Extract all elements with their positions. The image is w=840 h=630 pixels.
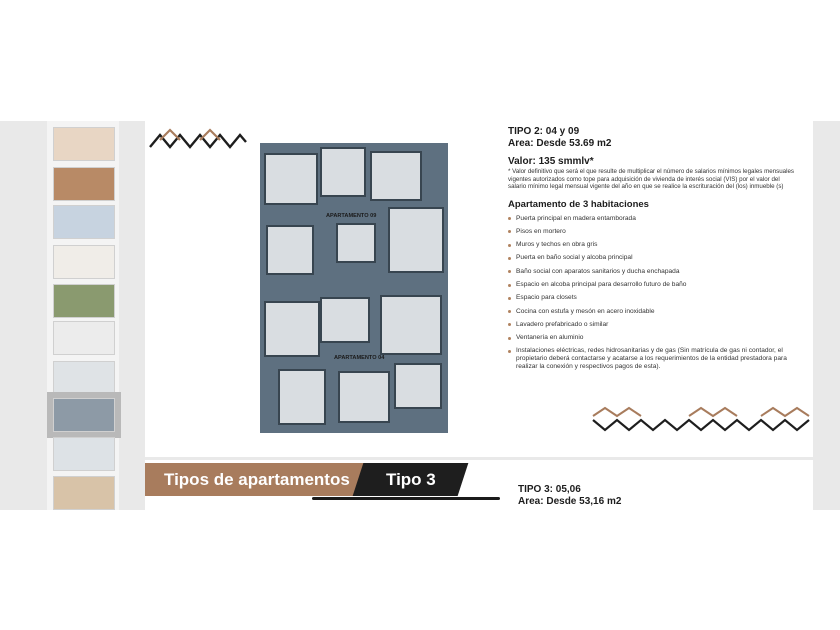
tipo-title: TIPO 2: 04 y 09 bbox=[508, 126, 580, 137]
scroll-indicator[interactable] bbox=[312, 497, 500, 500]
apartment-heading: Apartamento de 3 habitaciones bbox=[508, 198, 649, 210]
thumbnail-strip[interactable] bbox=[47, 121, 119, 510]
feature-item: Puerta en baño social y alcoba principal bbox=[508, 254, 798, 262]
feature-item: Pisos en mortero bbox=[508, 228, 798, 236]
feature-item: Baño social con aparatos sanitarios y ducha enchapada bbox=[508, 268, 798, 276]
valor-note: * Valor definitivo que será el que resulte de multiplicar el número de salarios mínimos legales mensuales vigentes autorizados como tope para adquisición de vivienda de interés social (VIS) por el valor del salario mínimo legal mensual vigente del año en que se realice la escrituración del (los) inmueble (s) bbox=[508, 168, 795, 190]
info-panel bbox=[508, 126, 798, 377]
plan-label-bottom: APARTAMENTO 04 bbox=[334, 355, 385, 361]
next-tipo-header bbox=[518, 484, 621, 508]
feature-item: Ventanería en aluminio bbox=[508, 334, 798, 342]
floor-plan-image bbox=[260, 143, 448, 433]
page-thumbnail[interactable] bbox=[53, 398, 115, 432]
feature-item: Lavadero prefabricado o similar bbox=[508, 321, 798, 329]
zigzag-decoration-top bbox=[148, 127, 248, 153]
feature-item: Espacio en alcoba principal para desarrollo futuro de baño bbox=[508, 281, 798, 289]
valor-line: Valor: 135 smmlv* bbox=[508, 156, 594, 167]
page-thumbnail[interactable] bbox=[53, 437, 115, 471]
feature-item: Espacio para closets bbox=[508, 294, 798, 302]
page-thumbnail[interactable] bbox=[53, 476, 115, 510]
page-thumbnail[interactable] bbox=[53, 167, 115, 201]
feature-list bbox=[508, 215, 798, 372]
feature-item: Muros y techos en obra gris bbox=[508, 241, 798, 249]
section-type: Tipo 3 bbox=[385, 470, 436, 489]
feature-item: Cocina con estufa y mesón en acero inoxidable bbox=[508, 308, 798, 316]
page-thumbnail[interactable] bbox=[53, 284, 115, 318]
page-thumbnail[interactable] bbox=[53, 361, 115, 395]
plan-label-top: APARTAMENTO 09 bbox=[326, 213, 377, 219]
next-tipo-title: TIPO 3: 05,06 bbox=[518, 484, 581, 495]
feature-item: Instalaciones eléctricas, redes hidrosanitarias y de gas (Sin matrícula de gas ni contador, el propietario deberá contactarse y acatarse a los requerimientos de la entidad prestadora para realizar la conexión y respectivos pagos de esta). bbox=[508, 347, 798, 371]
feature-item: Puerta principal en madera entamborada bbox=[508, 215, 798, 223]
zigzag-decoration-bottom bbox=[591, 406, 813, 436]
section-type-badge bbox=[353, 463, 469, 496]
area-title: Area: Desde 53.69 m2 bbox=[508, 138, 612, 149]
page-thumbnail[interactable] bbox=[53, 245, 115, 279]
page-thumbnail[interactable] bbox=[53, 205, 115, 239]
section-title: Tipos de apartamentos bbox=[145, 463, 370, 496]
page-thumbnail[interactable] bbox=[53, 127, 115, 161]
next-area-title: Area: Desde 53,16 m2 bbox=[518, 496, 622, 507]
page-thumbnail[interactable] bbox=[53, 321, 115, 355]
section-banner bbox=[145, 463, 465, 496]
